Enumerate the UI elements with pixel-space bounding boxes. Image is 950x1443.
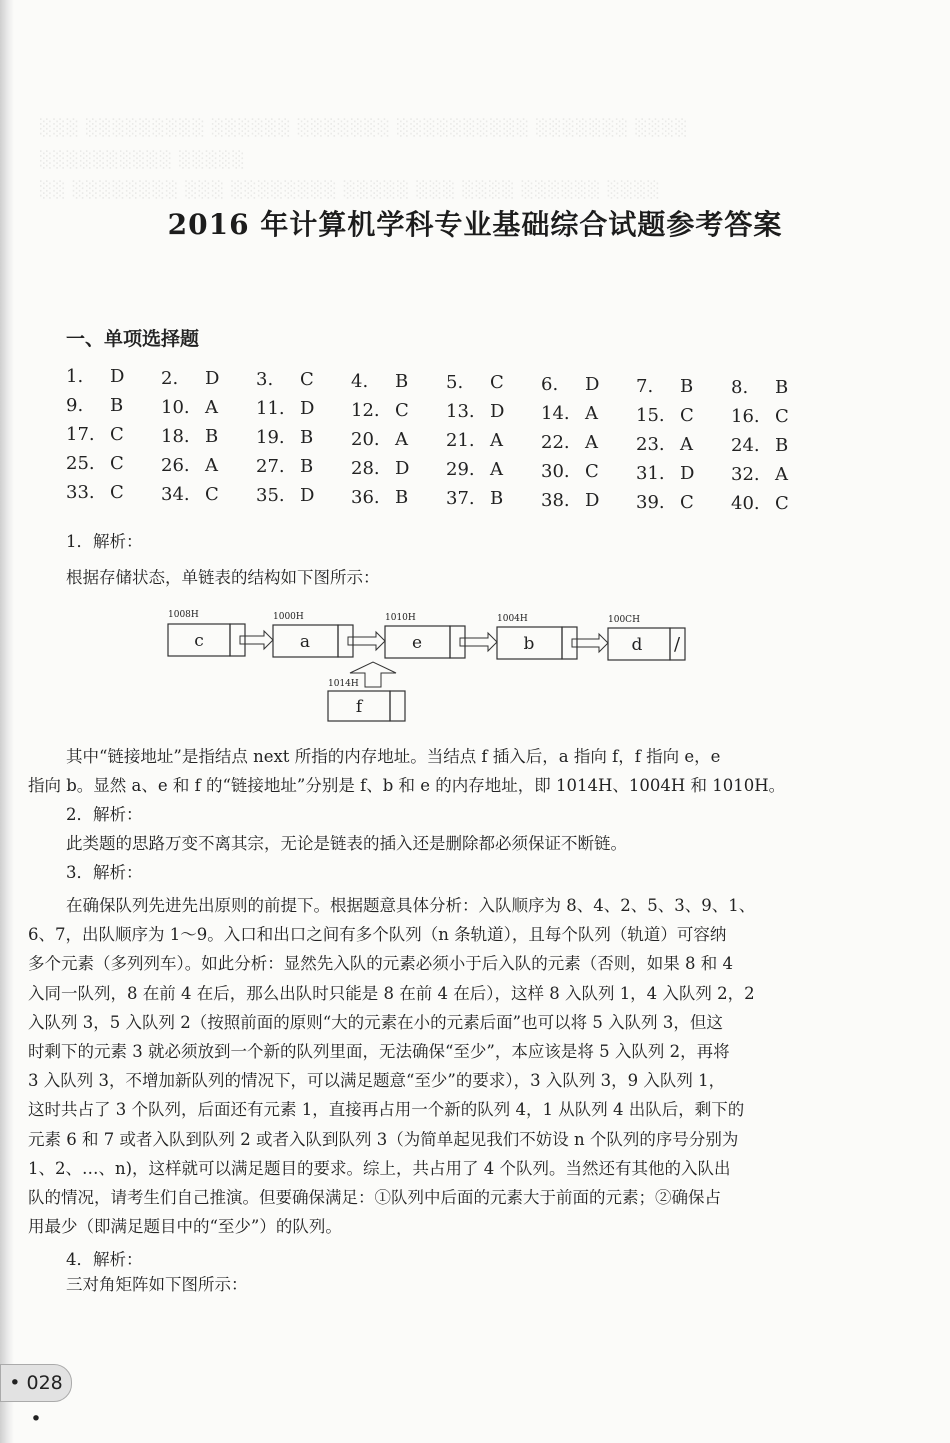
answer-letter: B	[775, 377, 789, 399]
answer-letter: C	[775, 493, 789, 515]
answer-item	[256, 369, 351, 390]
question-number: 36.	[351, 486, 380, 508]
question-number: 33.	[66, 482, 95, 503]
question-number: 28.	[351, 457, 380, 479]
question-number: 3.	[256, 369, 274, 391]
insert-node-pointer-field	[390, 691, 405, 721]
answer-letter: B	[395, 370, 409, 392]
question-number: 37.	[446, 488, 475, 510]
answer-item	[161, 397, 256, 418]
answer-letter: D	[585, 374, 600, 395]
insert-node-value: f	[355, 697, 363, 717]
question-number: 29.	[446, 459, 475, 481]
answer-item	[636, 463, 731, 484]
bleed-through-text: ░░ ░░░░░░░░ ░░░ ░░░░░░░░ ░░░░░ ░░░ ░░░░ ░░░░░░ ░░░░	[40, 180, 661, 199]
answer-item	[161, 368, 256, 389]
answer-item	[256, 485, 351, 506]
answer-letter: B	[490, 488, 504, 510]
answer-letter: D	[300, 485, 315, 507]
bleed-through-text: ░░░░░░░░░░ ░░░░░	[40, 150, 246, 169]
q4-text: 三对角矩阵如下图所示：	[66, 1275, 248, 1294]
answer-item	[446, 401, 541, 422]
q3-line: 这时共占了 3 个队列，后面还有元素 1，直接再占用一个新的队列 4，1 从队列 4 出队后，剩下的	[28, 1100, 745, 1120]
answer-item	[636, 492, 731, 513]
question-number: 19.	[256, 427, 285, 449]
answer-letter: D	[205, 367, 220, 389]
q3-line: 多个元素（多列列车）。如此分析：显然先入队的元素必须小于后入队的元素（否则，如果 8 和 4	[28, 954, 733, 974]
question-number: 32.	[731, 464, 760, 486]
answer-letter: C	[680, 404, 694, 426]
node-value: e	[411, 633, 423, 653]
question-number: 5.	[446, 372, 464, 394]
node-address-label: 100CH	[608, 615, 640, 625]
answer-item	[66, 366, 161, 387]
answer-item	[351, 400, 446, 421]
answer-letter: D	[300, 398, 315, 420]
question-number: 27.	[256, 456, 285, 478]
question-number: 22.	[541, 432, 570, 453]
node-value: b	[523, 634, 535, 654]
node-pointer-field	[562, 627, 577, 659]
linked-list-diagram	[160, 605, 700, 727]
question-number: 23.	[636, 433, 665, 455]
question-number: 35.	[256, 485, 285, 507]
question-number: 38.	[541, 490, 570, 511]
answer-letter: A	[205, 454, 218, 476]
question-number: 25.	[66, 453, 95, 474]
question-number: 18.	[161, 425, 190, 447]
answer-item	[446, 488, 541, 509]
answer-letter: B	[775, 435, 789, 457]
question-number: 6.	[541, 374, 559, 395]
q3-line: 队的情况，请考生们自己推演。但要确保满足：①队列中后面的元素大于前面的元素；②确保占	[28, 1188, 721, 1207]
answer-letter: B	[680, 375, 694, 397]
answer-letter: C	[680, 491, 694, 513]
null-pointer-mark: /	[673, 634, 681, 655]
q1-heading: 1．解析：	[66, 532, 143, 551]
question-number: 7.	[636, 375, 654, 397]
answer-letter: A	[585, 403, 598, 424]
answer-item	[446, 430, 541, 451]
answer-letter: D	[585, 490, 600, 511]
answer-letter: A	[775, 464, 788, 486]
answer-item	[446, 459, 541, 480]
answer-item	[541, 374, 636, 395]
question-number: 31.	[636, 462, 665, 484]
answer-item	[731, 406, 826, 427]
insert-node-address: 1014H	[328, 679, 359, 689]
answer-item	[636, 434, 731, 455]
question-number: 13.	[446, 401, 475, 423]
answer-letter: C	[775, 406, 789, 428]
page-number: • 028 •	[0, 1364, 72, 1402]
answer-item	[351, 458, 446, 479]
answer-item	[161, 455, 256, 476]
question-number: 20.	[351, 428, 380, 450]
question-number: 4.	[351, 370, 369, 392]
question-number: 1.	[66, 366, 84, 387]
node-address-label: 1008H	[168, 610, 199, 620]
answer-item	[66, 453, 161, 474]
answer-letter: C	[395, 399, 409, 421]
answer-letter: C	[110, 482, 124, 503]
node-address-label: 1000H	[273, 612, 304, 622]
answer-item	[351, 487, 446, 508]
answer-item	[541, 432, 636, 453]
answer-item	[351, 429, 446, 450]
question-number: 30.	[541, 461, 570, 482]
section-heading: 一、单项选择题	[66, 328, 200, 350]
answer-item	[66, 482, 161, 503]
question-number: 2.	[161, 367, 179, 389]
answer-item	[731, 493, 826, 514]
q1-explanation-line: 其中“链接地址”是指结点 next 所指的内存地址。当结点 f 插入后，a 指向 f，f 指向 e，e	[66, 747, 721, 766]
answer-letter: C	[300, 369, 314, 391]
question-number: 10.	[161, 396, 190, 418]
node-address-label: 1010H	[385, 613, 416, 623]
node-pointer-field	[338, 625, 353, 657]
question-number: 12.	[351, 399, 380, 421]
q3-line: 入队列 3，5 入队列 2（按照前面的原则“大的元素在小的元素后面”也可以将 5 入队列 3，但这	[28, 1012, 723, 1032]
question-number: 39.	[636, 491, 665, 513]
question-number: 9.	[66, 395, 84, 416]
node-pointer-field	[450, 626, 465, 658]
answer-item	[256, 456, 351, 477]
q3-line: 在确保队列先进先出原则的前提下。根据题意具体分析：入队顺序为 8、4、2、5、3、9、1、	[66, 896, 756, 915]
answer-item	[731, 435, 826, 456]
answer-letter: A	[205, 396, 218, 418]
q4-heading: 4．解析：	[66, 1250, 143, 1269]
answer-letter: B	[205, 425, 219, 447]
q3-line: 时剩下的元素 3 就必须放到一个新的队列里面，无法确保“至少”，本应该是将 5 入队列 2，再将	[28, 1042, 730, 1061]
answer-letter: A	[490, 459, 503, 481]
question-number: 11.	[256, 398, 285, 420]
answer-item	[66, 395, 161, 416]
node-value: d	[631, 635, 643, 655]
node-address-label: 1004H	[497, 614, 528, 624]
question-number: 24.	[731, 435, 760, 457]
node-value: c	[194, 631, 204, 651]
answer-item	[161, 426, 256, 447]
q1-intro: 根据存储状态，单链表的结构如下图所示：	[66, 568, 380, 587]
q3-line: 3 入队列 3，不增加新队列的情况下，可以满足题意“至少”的要求），3 入队列 3，9 入队列 1，	[28, 1071, 726, 1091]
answer-letter: C	[110, 424, 124, 445]
answer-letter: D	[110, 366, 125, 387]
question-number: 16.	[731, 406, 760, 428]
answer-item	[636, 405, 731, 426]
answer-letter: C	[110, 453, 124, 474]
answer-letter: D	[680, 462, 695, 484]
answer-item	[636, 376, 731, 397]
answer-item	[731, 464, 826, 485]
answer-letter: C	[585, 461, 599, 482]
answer-letter: D	[490, 401, 505, 423]
answer-item	[731, 377, 826, 398]
answer-item	[541, 403, 636, 424]
answer-letter: B	[300, 427, 314, 449]
question-number: 40.	[731, 493, 760, 515]
answer-item	[541, 490, 636, 511]
question-number: 8.	[731, 377, 749, 399]
q3-line: 入同一队列，8 在前 4 在后，那么出队时只能是 8 在前 4 在后），这样 8 入队列 1，4 入队列 2，2	[28, 983, 755, 1003]
q1-explanation-line: 指向 b。显然 a、e 和 f 的“链接地址”分别是 f、b 和 e 的内存地址，即 1014H、1004H 和 1010H。	[28, 776, 786, 795]
page-title: 2016 年计算机学科专业基础综合试题参考答案	[167, 208, 783, 241]
q3-heading: 3．解析：	[66, 863, 143, 882]
q3-line: 用最少（即满足题目中的“至少”）的队列。	[28, 1217, 342, 1237]
answer-item	[256, 427, 351, 448]
answer-item	[446, 372, 541, 393]
answer-letter: A	[490, 430, 503, 452]
q3-line: 1、2、…、n)，这样就可以满足题目的要求。综上，共占用了 4 个队列。当然还有其他的入队出	[28, 1158, 731, 1178]
q2-text: 此类题的思路万变不离其宗，无论是链表的插入还是删除都必须保证不断链。	[66, 834, 627, 853]
answer-letter: B	[110, 395, 124, 416]
question-number: 14.	[541, 403, 570, 424]
answer-letter: B	[300, 456, 314, 478]
answer-letter: D	[395, 457, 410, 479]
node-value: a	[299, 632, 311, 652]
q3-line: 元素 6 和 7 或者入队到队列 2 或者入队到队列 3（为简单起见我们不妨设 n 个队列的序号分别为	[28, 1129, 739, 1149]
question-number: 26.	[161, 454, 190, 476]
bleed-through-text: ░░░ ░░░░░░░░░ ░░░░░░ ░░░░░░░ ░░░░░░░░░░ ░░░░░░░ ░░░░	[40, 118, 689, 137]
question-number: 17.	[66, 424, 95, 445]
q2-heading: 2．解析：	[66, 805, 143, 824]
question-number: 34.	[161, 483, 190, 505]
answer-letter: B	[395, 486, 409, 508]
question-number: 15.	[636, 404, 665, 426]
q3-line: 6、7，出队顺序为 1～9。入口和出口之间有多个队列（n 条轨道），且每个队列（轨道）可容纳	[28, 925, 727, 945]
question-number: 21.	[446, 430, 475, 452]
answer-letter: A	[680, 433, 693, 455]
answer-item	[256, 398, 351, 419]
answer-letter: C	[490, 372, 504, 394]
answer-letter: A	[395, 428, 408, 450]
answer-letter: A	[585, 432, 598, 453]
answer-item	[351, 371, 446, 392]
answer-item	[66, 424, 161, 445]
answer-letter: C	[205, 483, 219, 505]
answer-item	[161, 484, 256, 505]
node-pointer-field	[230, 624, 245, 656]
answer-item	[541, 461, 636, 482]
